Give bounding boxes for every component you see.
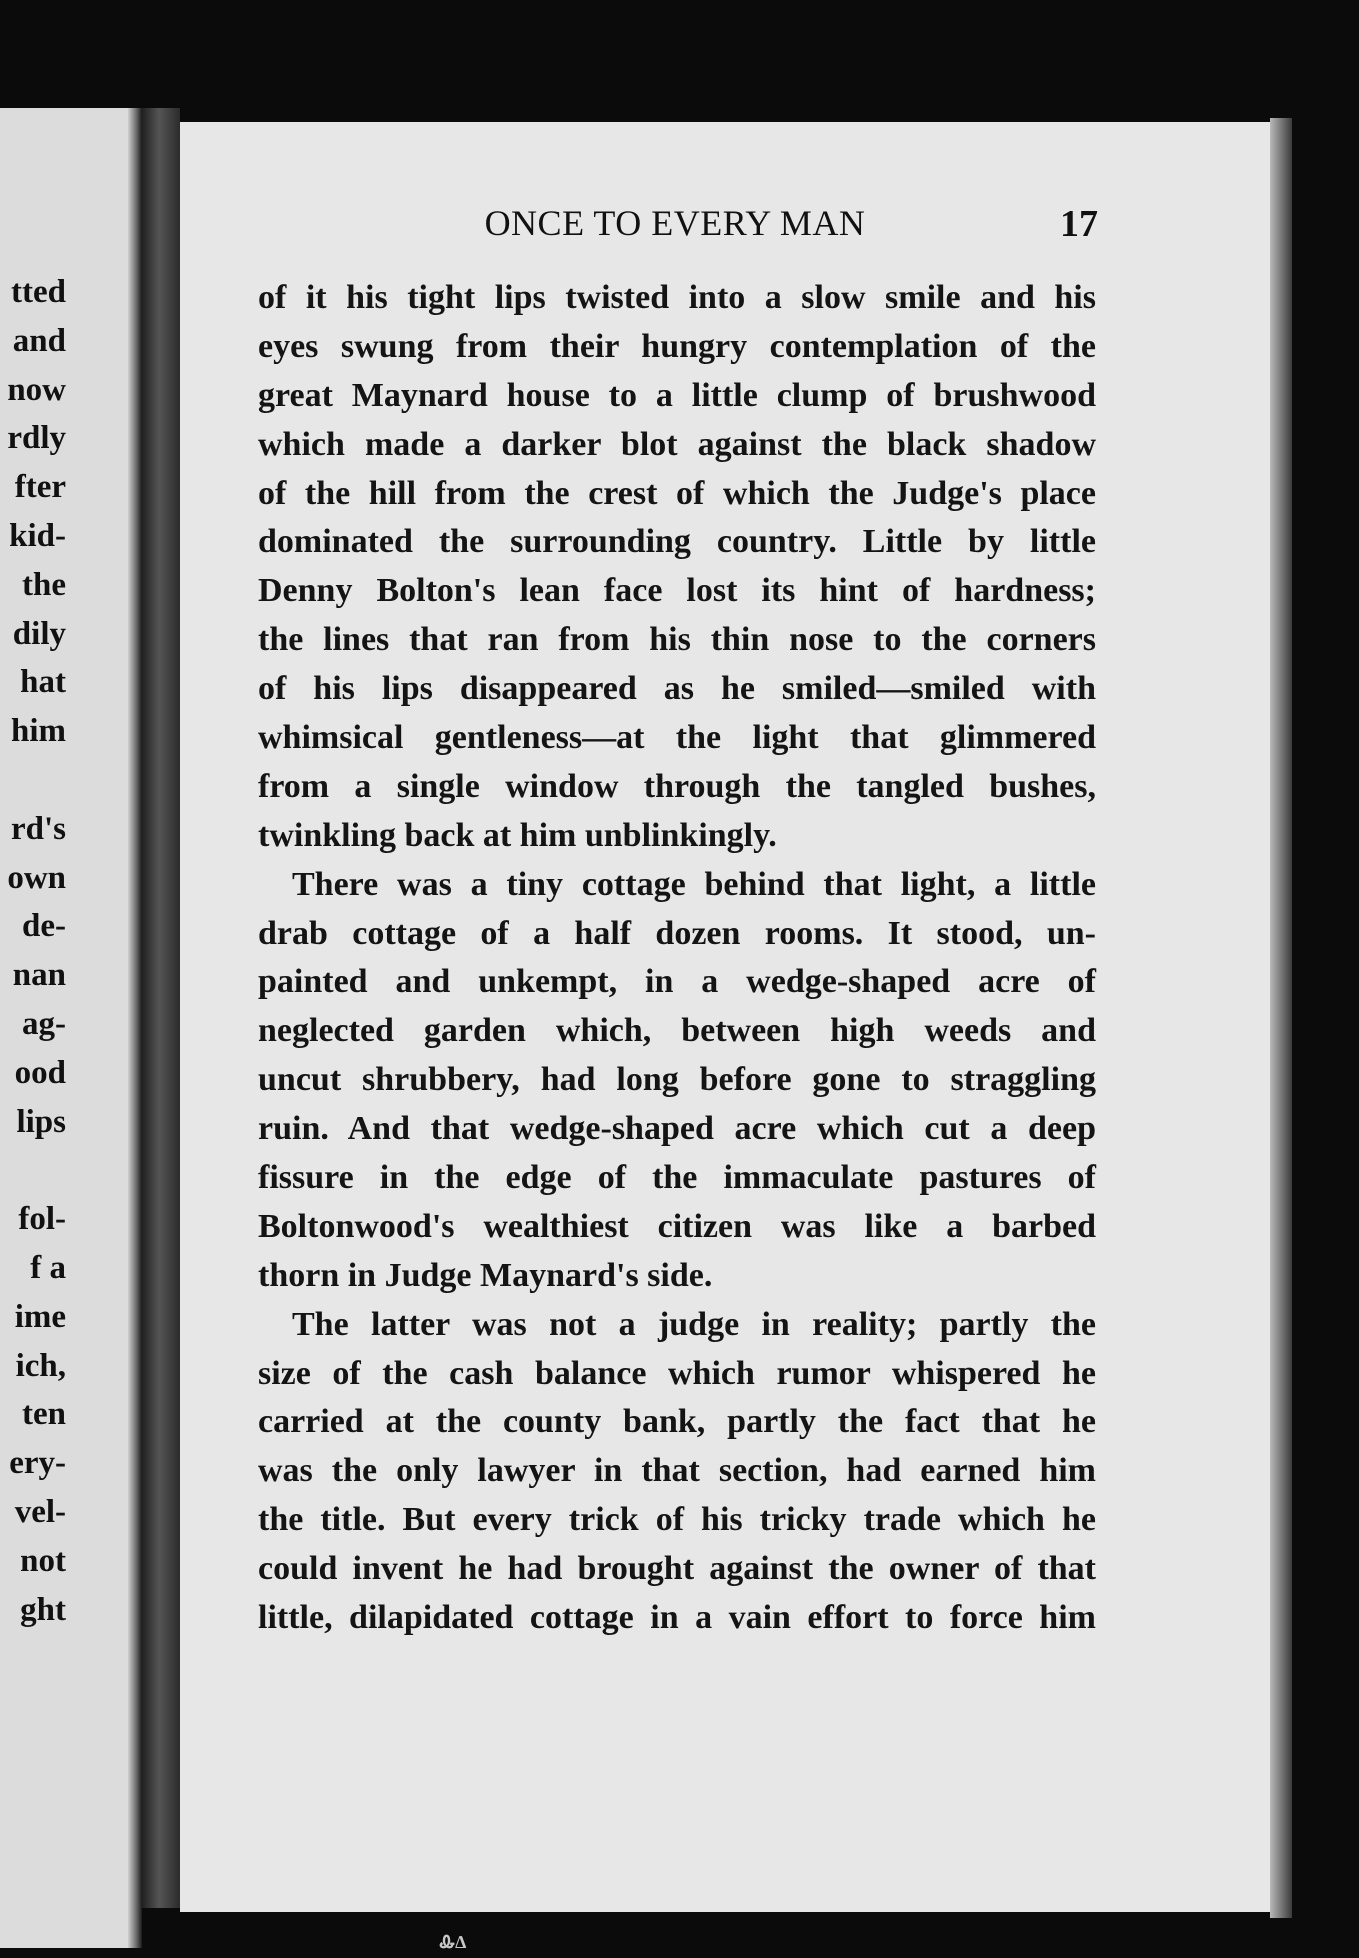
left-page-line: fol- bbox=[18, 1201, 66, 1238]
left-page-line: ood bbox=[14, 1054, 66, 1091]
text-line: could invent he had brought against the owner of that bbox=[258, 1550, 1096, 1588]
left-page-line: the bbox=[22, 566, 66, 603]
text-line: twinkling back at him unblinkingly. bbox=[258, 816, 777, 854]
text-line: from a single window through the tangled bushes, bbox=[258, 767, 1096, 805]
text-line: the lines that ran from his thin nose to the corners bbox=[258, 621, 1096, 659]
right-page-edge bbox=[1270, 118, 1292, 1918]
page-header bbox=[180, 202, 1270, 252]
text-line: dominated the surrounding country. Little by little bbox=[258, 523, 1096, 561]
left-page-line: lips bbox=[16, 1103, 66, 1140]
left-page-line: f a bbox=[30, 1249, 66, 1286]
text-line: which made a darker blot against the black shadow bbox=[258, 425, 1096, 463]
left-page-line: ten bbox=[22, 1396, 66, 1433]
left-page-edge bbox=[128, 108, 142, 1948]
library-stamp: Ꮂ∆ bbox=[440, 1932, 467, 1952]
left-page-line: him bbox=[10, 713, 66, 750]
book-gutter bbox=[142, 108, 180, 1908]
running-title: ONCE TO EVERY MAN bbox=[484, 203, 866, 243]
text-line: of it his tight lips twisted into a slow smile and his bbox=[258, 279, 1096, 316]
left-page-line: hat bbox=[20, 664, 66, 701]
left-page-line: now bbox=[7, 371, 66, 408]
text-line: painted and unkempt, in a wedge-shaped acre of bbox=[258, 963, 1096, 1001]
text-line: fissure in the edge of the immaculate pastures of bbox=[258, 1159, 1096, 1197]
left-page-line: ich, bbox=[15, 1347, 66, 1384]
left-page-line: fter bbox=[14, 469, 66, 506]
body-text bbox=[258, 274, 1096, 1643]
text-line: thorn in Judge Maynard's side. bbox=[258, 1256, 713, 1294]
text-line: Denny Bolton's lean face lost its hint of hardness; bbox=[258, 572, 1096, 610]
text-line: of the hill from the crest of which the Judge's place bbox=[258, 474, 1096, 512]
left-page-line: nan bbox=[12, 957, 66, 994]
left-page-line: ery- bbox=[9, 1445, 66, 1482]
text-line: of his lips disappeared as he smiled—smiled with bbox=[258, 670, 1096, 708]
text-line: Boltonwood's wealthiest citizen was like a barbed bbox=[258, 1207, 1096, 1245]
left-page-line bbox=[0, 1146, 66, 1195]
text-line: whimsical gentleness—at the light that glimmered bbox=[258, 719, 1096, 757]
left-page-line: vel- bbox=[14, 1493, 66, 1530]
text-line: There was a tiny cottage behind that light, a little bbox=[292, 865, 1096, 903]
left-page-line: dily bbox=[12, 615, 66, 652]
left-page-line bbox=[0, 756, 66, 805]
left-page-line: ime bbox=[14, 1298, 66, 1335]
left-page-line: ght bbox=[20, 1591, 66, 1628]
left-page-line: own bbox=[7, 859, 66, 896]
text-line: the title. But every trick of his tricky trade which he bbox=[258, 1501, 1096, 1539]
text-line: drab cottage of a half dozen rooms. It stood, un- bbox=[258, 914, 1096, 952]
left-page-line: rdly bbox=[7, 420, 66, 457]
left-page-line: rd's bbox=[10, 810, 66, 847]
text-line: eyes swung from their hungry contemplation of the bbox=[258, 327, 1096, 365]
text-line: little, dilapidated cottage in a vain effort to force him bbox=[258, 1599, 1096, 1637]
text-line: ruin. And that wedge-shaped acre which cut a deep bbox=[258, 1110, 1096, 1148]
left-page-line: tted bbox=[11, 274, 66, 310]
page-number: 17 bbox=[1060, 203, 1098, 245]
text-line: was the only lawyer in that section, had earned him bbox=[258, 1452, 1096, 1490]
left-page-line: ag- bbox=[22, 1005, 66, 1042]
left-page-line: kid- bbox=[9, 517, 66, 554]
text-line: uncut shrubbery, had long before gone to straggling bbox=[258, 1061, 1096, 1099]
left-page-line: de- bbox=[22, 908, 66, 945]
text-line: size of the cash balance which rumor whispered he bbox=[258, 1354, 1096, 1392]
text-line: neglected garden which, between high weeds and bbox=[258, 1012, 1096, 1050]
text-line: The latter was not a judge in reality; partly the bbox=[292, 1305, 1096, 1343]
text-line: carried at the county bank, partly the fact that he bbox=[258, 1403, 1096, 1441]
left-page-text-fragments bbox=[0, 268, 66, 1634]
left-page-line: and bbox=[12, 322, 66, 359]
text-line: great Maynard house to a little clump of brushwood bbox=[258, 376, 1096, 414]
left-page-line: not bbox=[20, 1542, 66, 1579]
